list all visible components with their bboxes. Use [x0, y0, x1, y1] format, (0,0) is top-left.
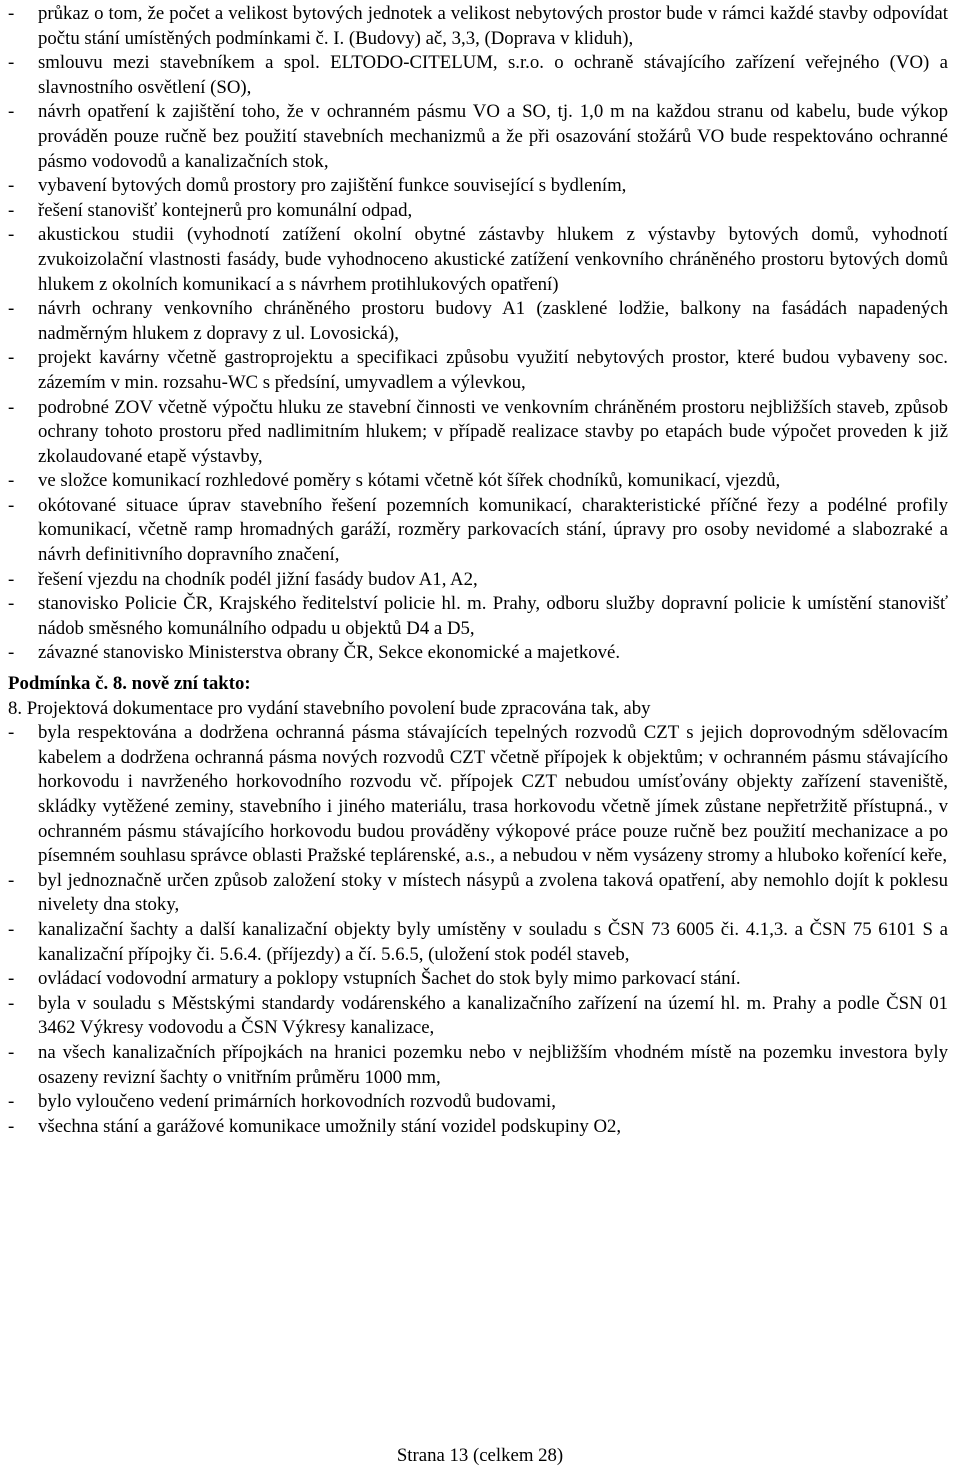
list-item [8, 396, 948, 470]
list-bullet: - [8, 224, 15, 246]
list-bullet: - [8, 1091, 15, 1113]
list-item-text: projekt kavárny včetně gastroprojektu a specifikaci způsobu využití nebytových prostor, které budou vybaveny soc. zázemím v min. rozsahu-WC s předsíní, umyvadlem a výlevkou, [38, 347, 948, 393]
list-bullet: - [8, 470, 15, 492]
list-item [8, 346, 948, 395]
list-bullet: - [8, 199, 15, 221]
list-bullet: - [8, 593, 15, 615]
list-bullet: - [8, 175, 15, 197]
list-item-text: byla v souladu s Městskými standardy vodárenského a kanalizačního zařízení na území hl. m. Prahy a podle ČSN 01 3462 Výkresy vodovodu a ČSN Výkresy kanalizace, [38, 992, 948, 1039]
list-bullet: - [8, 568, 15, 590]
list-bullet: - [8, 1115, 15, 1137]
list-item-text: závazné stanovisko Ministerstva obrany ČR, Sekce ekonomické a majetkové. [38, 642, 621, 664]
list-item-text: bylo vyloučeno vedení primárních horkovodních rozvodů budovami, [38, 1091, 556, 1113]
list-item [8, 2, 948, 51]
list-item [8, 469, 948, 494]
list-bullet: - [8, 992, 15, 1014]
list-item-text: vybavení bytových domů prostory pro zajištění funkce související s bydlením, [38, 175, 627, 197]
list-item-text: smlouvu mezi stavebníkem a spol. ELTODO-CITELUM, s.r.o. o ochraně stávajícího zařízení veřejného (VO) a slavnostního osvětlení (SO), [38, 52, 948, 98]
list-item-text: okótované situace úprav stavebního řešení pozemních komunikací, charakteristické příčné řezy a podélné profily komunikací, včetně ramp hromadných garáží, rozměry parkovacích stání, úpravy pro osoby nevidomé a slabozraké a návrh definitivního dopravního značení, [38, 494, 948, 566]
list-item [8, 174, 948, 199]
list-item-text: řešení stanovišť kontejnerů pro komunální odpad, [38, 199, 413, 221]
list-bullet: - [8, 968, 15, 990]
list-item-text: všechna stání a garážové komunikace umožnily stání vozidel podskupiny O2, [38, 1115, 622, 1137]
conditions-list [8, 2, 948, 666]
list-bullet: - [8, 642, 15, 664]
list-item-text: na všech kanalizačních přípojkách na hranici pozemku nebo v nejbližším vhodném místě na pozemku investora byly osazeny revizní šachty o vnitřním průměru 1000 mm, [38, 1041, 948, 1088]
list-item-text: stanovisko Policie ČR, Krajského ředitelství policie hl. m. Prahy, odboru služby dopravní policie k umístění stanovišť nádob směsného komunálního odpadu u objektů D4 a D5, [38, 593, 948, 639]
list-item [8, 223, 948, 297]
list-item [8, 967, 948, 992]
list-item [8, 100, 948, 174]
project-requirements-list [8, 721, 948, 1139]
list-item [8, 297, 948, 346]
list-bullet: - [8, 347, 15, 369]
section-heading: Podmínka č. 8. nově zní takto: [8, 673, 251, 695]
list-bullet: - [8, 918, 15, 940]
list-item-text: kanalizační šachty a další kanalizační objekty byly umístěny v souladu s ČSN 73 6005 či. 4.1,3. a ČSN 75 6101 S a kanalizační přípojky či. 5.6.4. (příjezdy) a čí. 5.6.5, (uložení stok podél staveb, [38, 918, 948, 965]
list-item-text: byla respektována a dodržena ochranná pásma stávajících tepelných rozvodů CZT s jejich doprovodným sdělovacím kabelem a dodržena ochranná pásma nových rozvodů CZT včetně přípojek k objektům; v ochranném pásmu stávajícího horkovodu i navrženého horkovodního rozvodu vč. přípojek CZT nebudou umísťovány objekty zařízení staveniště, skládky vytěžené zeminy, stavebního i jiného materiálu, trasa horkovodu včetně jímek zůstane nepřetržitě přístupná., v ochranném pásmu stávajícího horkovodu budou prováděny výkopové práce pouze ručně bez použití mechanizace a po písemném souhlasu správce oblasti Pražské teplárenské, a.s., a nebudou v něm vysázeny stromy a hluboko kořenící keře, [38, 722, 948, 867]
list-item-text: byl jednoznačně určen způsob založení stoky v místech násypů a zvolena taková opatření, aby nemohlo dojít k poklesu nivelety dna stoky, [38, 869, 948, 916]
list-item-text: ve složce komunikací rozhledové poměry s kótami včetně kót šířek chodníků, komunikací, vjezdů, [38, 470, 781, 492]
list-item [8, 721, 948, 869]
list-item-text: průkaz o tom, že počet a velikost bytových jednotek a velikost nebytových prostor bude v rámci každé stavby odpovídat počtu stání umístěných podmínkami č. I. (Budovy) ač, 3,3, (Doprava v kliduh), [38, 3, 948, 49]
list-item [8, 199, 948, 224]
list-item-text: ovládací vodovodní armatury a poklopy vstupních Šachet do stok byly mimo parkovací stání. [38, 968, 741, 990]
list-bullet: - [8, 396, 15, 418]
list-bullet: - [8, 494, 15, 516]
list-bullet: - [8, 101, 15, 123]
list-item [8, 1090, 948, 1115]
list-bullet: - [8, 3, 15, 24]
list-bullet: - [8, 52, 15, 74]
list-item [8, 51, 948, 100]
list-bullet: - [8, 1041, 15, 1063]
list-bullet: - [8, 869, 15, 891]
list-item-text: návrh opatření k zajištění toho, že v ochranném pásmu VO a SO, tj. 1,0 m na každou stranu od kabelu, bude výkop prováděn pouze ručně bez použití stavebních mechanizmů a že při osazování stožárů VO bude respektováno ochranné pásmo vodovodů a kanalizačních stok, [38, 101, 948, 172]
list-item [8, 992, 948, 1041]
list-bullet: - [8, 722, 15, 744]
list-item-text: akustickou studii (vyhodnotí zatížení okolní obytné zástavby hlukem z výstavby bytových domů, vyhodnotí zvukoizolační vlastnosti fasády, bude vyhodnoceno akustické zatížení venkovního chráněného prostoru bytových domů hlukem z okolních komunikací a s návrhem protihlukových opatření) [38, 224, 948, 295]
list-item-text: podrobné ZOV včetně výpočtu hluku ze stavební činnosti ve venkovním chráněném prostoru nejbližších staveb, způsob ochrany tohoto prostoru před nadlimitním hlukem; v případě realizace stavby po etapách bude výpočet proveden k již zkolaudované etapě výstavby, [38, 396, 948, 467]
list-item [8, 1041, 948, 1090]
list-item [8, 1115, 948, 1140]
list-item [8, 918, 948, 967]
list-item [8, 568, 948, 593]
list-item [8, 494, 948, 568]
list-item [8, 869, 948, 918]
page-footer: Strana 13 (celkem 28) [396, 1445, 564, 1466]
list-item-text: návrh ochrany venkovního chráněného prostoru budovy A1 (zasklené lodžie, balkony na fasádách napadených nadměrným hlukem z dopravy z ul. Lovosická), [38, 298, 948, 344]
list-item-text: řešení vjezdu na chodník podél jižní fasády budov A1, A2, [38, 568, 478, 590]
list-item [8, 592, 948, 641]
list-item [8, 641, 948, 666]
section-intro: 8. Projektová dokumentace pro vydání stavebního povolení bude zpracována tak, aby [8, 697, 651, 719]
list-bullet: - [8, 298, 15, 320]
